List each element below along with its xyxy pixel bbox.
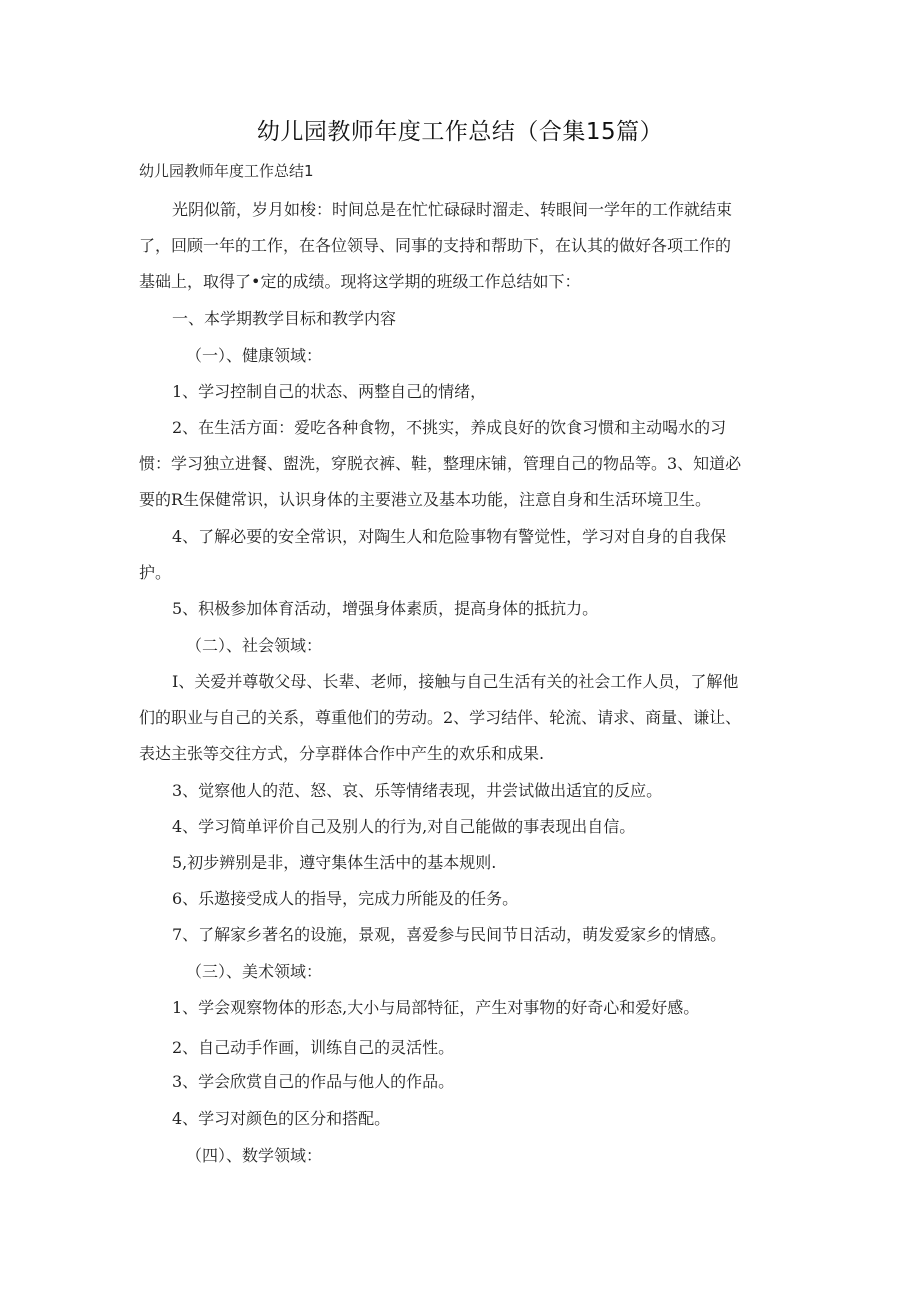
list-item: 5、积极参加体育活动，增强身体素质，提高身体的抵抗力。 bbox=[172, 599, 599, 618]
paragraph-line: 们的职业与自己的关系，尊重他们的劳动。2、学习结伴、轮流、请求、商量、谦让、 bbox=[139, 708, 742, 727]
list-item: 2、自己动手作画，训练自己的灵活性。 bbox=[172, 1038, 455, 1057]
paragraph-line: 惯：学习独立进餐、盥洗，穿脱衣裤、鞋，整理床铺，管理自己的物品等。3、知道必 bbox=[139, 454, 742, 473]
paragraph-line: 表达主张等交往方式，分享群体合作中产生的欢乐和成果. bbox=[139, 744, 545, 763]
list-item: 3、觉察他人的范、怒、哀、乐等情绪表现，井尝试做出适宜的反应。 bbox=[172, 781, 663, 800]
subsection-heading: （三）、美术领域： bbox=[186, 962, 323, 981]
paragraph-line: 了，回顾一年的工作，在各位领导、同事的支持和帮助下，在认其的做好各项工作的 bbox=[139, 236, 732, 255]
list-item: 4、学习简单评价自己及别人的行为,对自己能做的事表现出自信。 bbox=[172, 817, 636, 836]
list-item: 1、学习控制自己的状态、两整自己的情绪， bbox=[172, 382, 487, 401]
paragraph-line: 要的R生保健常识，认识身体的主要港立及基本功能，注意自身和生活环境卫生。 bbox=[139, 490, 712, 509]
list-item: 2、在生活方面：爱吃各种食物，不挑实，养成良好的饮食习惯和主动喝水的习 bbox=[172, 418, 727, 437]
list-item: I、关爱并尊敬父母、长辈、老师，接触与自己生活有关的社会工作人员，了解他 bbox=[172, 672, 739, 691]
paragraph-line: 光阴似箭，岁月如梭：时间总是在忙忙碌碌时溜走、转眼间一学年的工作就结束 bbox=[172, 200, 733, 219]
subsection-heading: （二）、社会领域： bbox=[186, 636, 323, 655]
list-item: 4、学习对颜色的区分和搭配。 bbox=[172, 1109, 391, 1128]
list-item: 4、了解必要的安全常识，对陶生人和危险事物有警觉性，学习对自身的自我保 bbox=[172, 527, 727, 546]
section-heading: 一、本学期教学目标和教学内容 bbox=[172, 309, 397, 328]
list-item: 6、乐遨接受成人的指导，完成力所能及的任务。 bbox=[172, 889, 519, 908]
subsection-heading: （一）、健康领域： bbox=[186, 346, 323, 365]
subsection-heading: （四）、数学领域： bbox=[186, 1146, 323, 1165]
list-item: 1、学会观察物体的形态,大小与局部特征，产生对事物的好奇心和爱好感。 bbox=[172, 998, 700, 1017]
paragraph-line: 基础上，取得了•定的成绩。现将这学期的班级工作总结如下： bbox=[139, 272, 581, 291]
list-item: 3、学会欣赏自己的作品与他人的作品。 bbox=[172, 1072, 455, 1091]
list-item: 7、了解家乡著名的设施，景观，喜爱参与民间节日活动，萌发爱家乡的情感。 bbox=[172, 925, 727, 944]
list-item: 5,初步辨别是非，遵守集体生活中的基本规则. bbox=[172, 853, 497, 872]
paragraph-line: 护。 bbox=[139, 563, 172, 582]
document-title: 幼儿园教师年度工作总结（合集15篇） bbox=[256, 119, 664, 145]
section-subtitle: 幼儿园教师年度工作总结1 bbox=[139, 162, 314, 180]
